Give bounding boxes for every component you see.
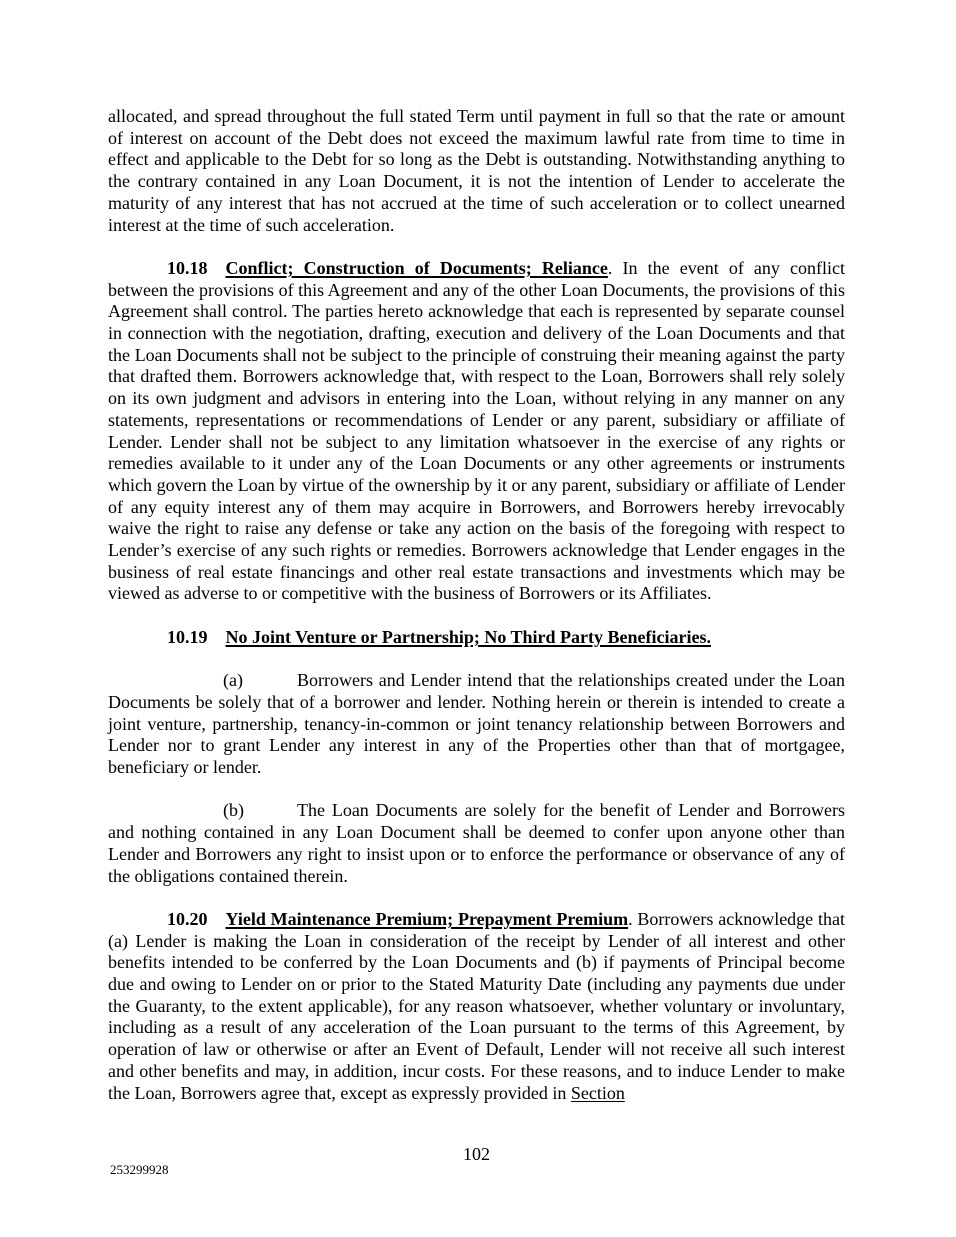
subsection-text: Borrowers and Lender intend that the relationships created under the Loan Documents be solely that of a borrower and lender. Nothing herein or therein is intended to create a joint venture, partnership, tenancy-in-common or joint tenancy relationship between Borrowers and Lender nor to grant Lender any interest in any of the Properties other than that of mortgagee, beneficiary or lender. — [108, 670, 845, 778]
section-10-18 — [108, 258, 845, 605]
section-number: 10.19 — [167, 626, 208, 647]
document-id-footer: 253299928 — [110, 1162, 169, 1177]
subsection-label: (b) — [223, 800, 244, 821]
subsection-label: (a) — [223, 670, 243, 691]
section-heading: Conflict; Construction of Documents; Reliance — [225, 257, 608, 278]
section-heading: No Joint Venture or Partnership; No Third Party Beneficiaries. — [225, 626, 711, 647]
section-body-text: . Borrowers acknowledge that (a) Lender is making the Loan in consideration of the receipt by Lender of all interest and other benefits intended to be conferred by the Loan Documents and (b) if payments of Principal become due and owing to Lender on or prior to the Stated Maturity Date (including any payments due under the Guaranty, to the extent applicable), for any reason whatsoever, whether voluntary or involuntary, including as a result of any acceleration of the Loan pursuant to the terms of this Agreement, by operation of law or otherwise or after an Event of Default, Lender will not receive all such interest and other benefits and may, in addition, incur costs. For these reasons, and to induce Lender to make the Loan, Borrowers agree that, except as expressly provided in — [108, 908, 845, 1103]
section-10-19-heading — [108, 627, 845, 649]
subsection-b — [108, 800, 845, 887]
page-number: 102 — [463, 1144, 490, 1164]
section-body-text: . In the event of any conflict between the provisions of this Agreement and any of the other Loan Documents, the provisions of this Agreement shall control. The parties hereto acknowledge that each is represented by separate counsel in connection with the negotiation, drafting, execution and delivery of the Loan Documents and that the Loan Documents shall not be subject to the principle of construing their meaning against the party that drafted them. Borrowers acknowledge that, with respect to the Loan, Borrowers shall rely solely on its own judgment and advisors in entering into the Loan, without relying in any manner on any statements, representations or recommendations of Lender or any parent, subsidiary or affiliate of Lender. Lender shall not be subject to any limitation whatsoever in the exercise of any rights or remedies available to it under any of the Loan Documents or any other agreements or instruments which govern the Loan by virtue of the ownership by it or any parent, subsidiary or affiliate of Lender of any equity interest any of them may acquire in Borrowers, and Borrowers hereby irrevocably waive the right to raise any defense or take any action on the basis of the foregoing with respect to Lender’s exercise of any such rights or remedies. Borrowers acknowledge that Lender engages in the business of real estate financings and other real estate transactions and investments which may be viewed as adverse to or competitive with the business of Borrowers or its Affiliates. — [108, 257, 845, 604]
page-body — [108, 106, 845, 1126]
section-number: 10.20 — [167, 908, 208, 929]
section-number: 10.18 — [167, 257, 208, 278]
section-10-20 — [108, 909, 845, 1104]
subsection-text: The Loan Documents are solely for the benefit of Lender and Borrowers and nothing contained in any Loan Document shall be deemed to confer upon anyone other than Lender and Borrowers any right to insist upon or to enforce the performance or observance of any of the obligations contained therein. — [108, 800, 845, 886]
subsection-a — [108, 670, 845, 779]
section-heading: Yield Maintenance Premium; Prepayment Premium — [225, 908, 629, 929]
paragraph-continuation: allocated, and spread throughout the full stated Term until payment in full so that the rate or amount of interest on account of the Debt does not exceed the maximum lawful rate from time to time in effect and applicable to the Debt for so long as the Debt is outstanding. Notwithstanding anything to the contrary contained in any Loan Document, it is not the intention of Lender to accelerate the maturity of any interest that has not accrued at the time of such acceleration or to collect unearned interest at the time of such acceleration. — [108, 106, 845, 235]
cross-reference: Section — [570, 1082, 625, 1103]
